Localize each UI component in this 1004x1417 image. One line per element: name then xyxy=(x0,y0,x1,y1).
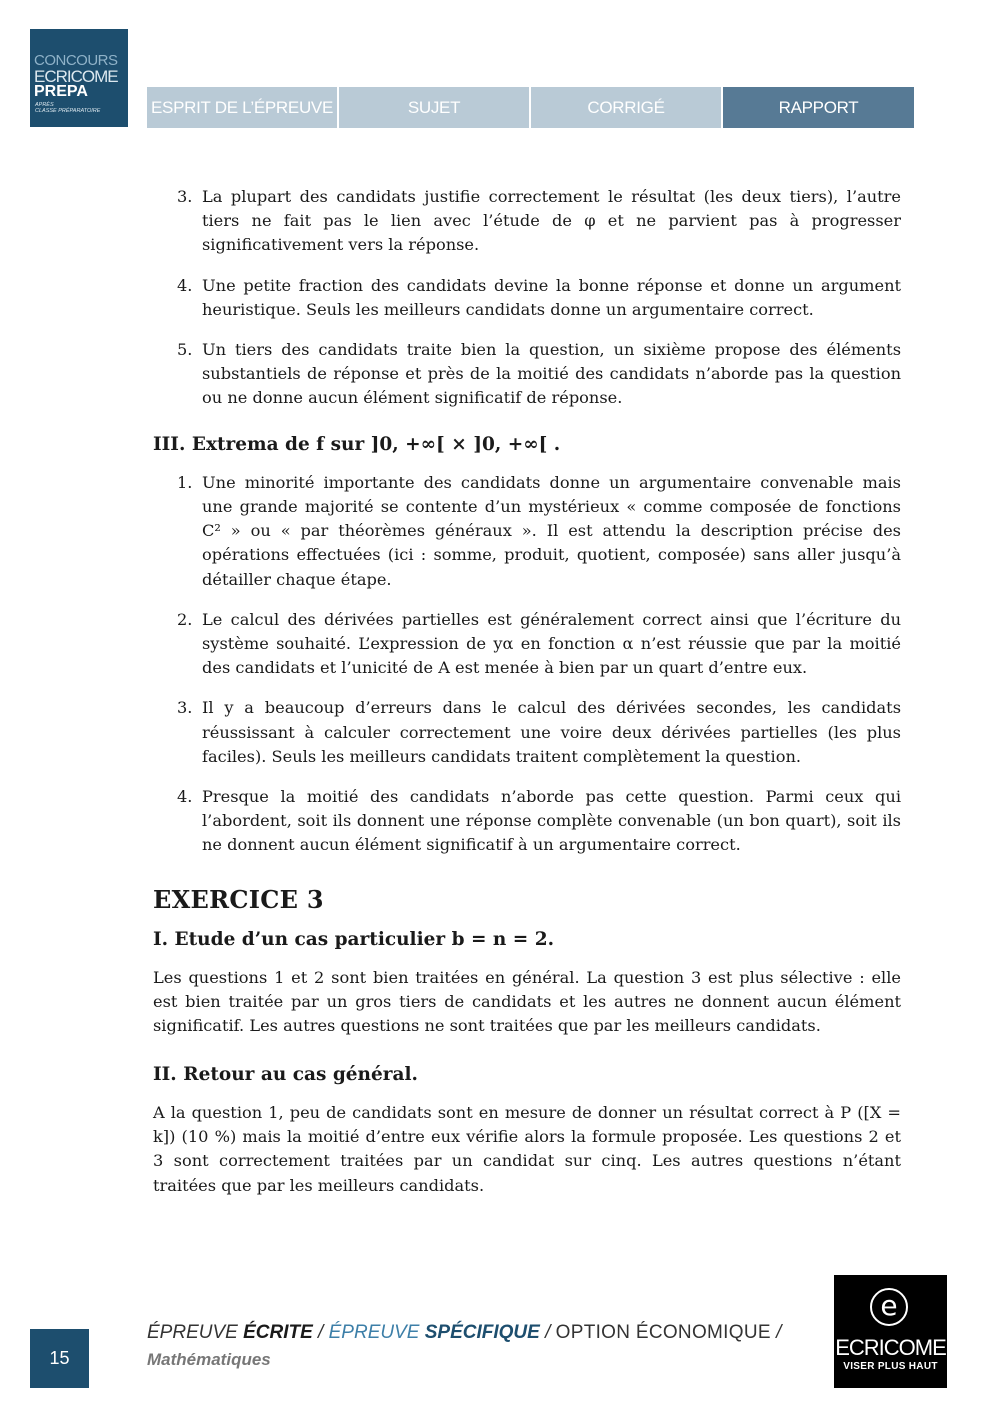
list-item xyxy=(153,785,901,858)
paragraph-cas-particulier: Les questions 1 et 2 sont bien traitées en général. La question 3 est plus sélective : elle est bien traitée par un gros tiers de candidats et les autres ne donnent aucun élément significatif. Les autres questions ne sont traitées que par les meilleurs candidats. xyxy=(153,968,901,1036)
logo-line-concours: CONCOURS xyxy=(34,52,118,69)
list-item xyxy=(153,696,901,769)
logo-line-classe: CLASSE PRÉPARATOIRE xyxy=(35,108,101,114)
brand-name: ECRICOME xyxy=(835,1335,946,1360)
footer-sep2: / xyxy=(539,1322,556,1343)
tab-esprit-epreuve[interactable]: ESPRIT DE L’ÉPREUVE xyxy=(147,87,337,128)
list-item xyxy=(153,185,901,258)
item-number: 3. xyxy=(177,187,193,206)
logo-line-prepa: PREPA xyxy=(34,83,88,100)
section-tabs xyxy=(147,87,914,128)
item-number: 2. xyxy=(177,609,193,629)
item-number: 5. xyxy=(177,340,193,360)
footer-part3: ÉPREUVE xyxy=(328,1322,425,1343)
paragraph-cas-general: A la question 1, peu de candidats sont en mesure de donner un résultat correct à P ([X = k]) (10 %) mais la moitié d’entre eux vérifie alors la formule proposée. Les questions 2 et 3 sont correctement traitées par un candidat sur cinq. Les autres questions n’étant traitées que par les meilleurs candidats. xyxy=(153,1102,901,1195)
item-text: Un tiers des candidats traite bien la question, un sixième propose des éléments substantiels de réponse et près de la moitié des candidats n’aborde pas la question ou ne donne aucun élément significatif de réponse. xyxy=(202,340,901,408)
exercise-title: EXERCICE 3 xyxy=(153,884,324,914)
tab-corrige[interactable]: CORRIGÉ xyxy=(531,87,721,128)
tab-rapport[interactable]: RAPPORT xyxy=(723,87,914,128)
ecricome-e-icon: e xyxy=(870,1288,908,1326)
question-list-part3 xyxy=(153,471,901,858)
logo-line-apres: APRÈS xyxy=(35,102,54,108)
brand-tagline: VISER PLUS HAUT xyxy=(843,1361,938,1372)
item-text: Presque la moitié des candidats n’aborde pas cette question. Parmi ceux qui l’abordent, soit ils donnent une réponse complète convenable (un bon quart), soit ils ne donnent aucun élément significatif à un argumentaire correct. xyxy=(202,787,901,855)
item-text: Une petite fraction des candidats devine la bonne réponse et donne un argument heuristique. Seuls les meilleurs candidats donne un argumentaire correct. xyxy=(202,275,901,319)
footer-sep1: / xyxy=(312,1322,329,1343)
item-number: 1. xyxy=(177,472,193,492)
logo-line-ecricome: ECRICOME xyxy=(34,67,118,86)
section-heading-extrema: III. Extrema de f sur ]0, +∞[ × ]0, +∞[ . xyxy=(153,433,561,455)
report-body xyxy=(153,185,901,1198)
item-text: Le calcul des dérivées partielles est généralement correct ainsi que l’écriture du système souhaité. L’expression de yα en fonction α n’est réussie que par la moitié des candidats et l’unicité de A est menée à bien par un quart d’entre eux. xyxy=(202,609,901,678)
item-number: 4. xyxy=(177,787,193,807)
list-item xyxy=(153,274,901,322)
concours-logo xyxy=(30,29,128,127)
footer-exam-path xyxy=(147,1322,781,1344)
item-text: Une minorité importante des candidats donne un argumentaire convenable mais une grande majorité se contente d’un mystérieux « comme composée de fonctions C² » ou « par théorèmes généraux ». Il est attendu la description précise des opérations effectuées (ici : somme, produit, quotient, composée) sans aller jusqu’à détailler chaque étape. xyxy=(202,472,901,589)
footer-subject: Mathématiques xyxy=(147,1350,271,1369)
ecricome-brand-logo xyxy=(834,1275,947,1388)
item-number: 4. xyxy=(177,275,193,295)
footer-part1: ÉPREUVE xyxy=(147,1322,244,1343)
item-text: La plupart des candidats justifie correctement le résultat (les deux tiers), l’autre tiers ne fait pas le lien avec l’étude de φ et ne parvient pas à progresser significativement vers la réponse. xyxy=(202,187,901,255)
footer-sep3: / xyxy=(770,1322,782,1343)
question-list-part2 xyxy=(153,185,901,411)
item-number: 3. xyxy=(177,698,193,718)
item-text: Il y a beaucoup d’erreurs dans le calcul des dérivées secondes, les candidats réussissant à calculer correctement une voire deux dérivées partielles (les plus faciles). Seuls les meilleurs candidats traitent complètement la question. xyxy=(202,698,901,766)
footer-part2: ÉCRITE xyxy=(243,1322,313,1343)
footer-part5: OPTION ÉCONOMIQUE xyxy=(555,1322,771,1343)
list-item xyxy=(153,338,901,411)
page-number: 15 xyxy=(30,1329,89,1388)
footer-part4: SPÉCIFIQUE xyxy=(424,1322,540,1343)
section-heading-cas-general: II. Retour au cas général. xyxy=(153,1063,418,1085)
tab-sujet[interactable]: SUJET xyxy=(339,87,529,128)
list-item xyxy=(153,608,901,681)
section-heading-cas-particulier: I. Etude d’un cas particulier b = n = 2. xyxy=(153,928,555,950)
list-item xyxy=(153,471,901,592)
